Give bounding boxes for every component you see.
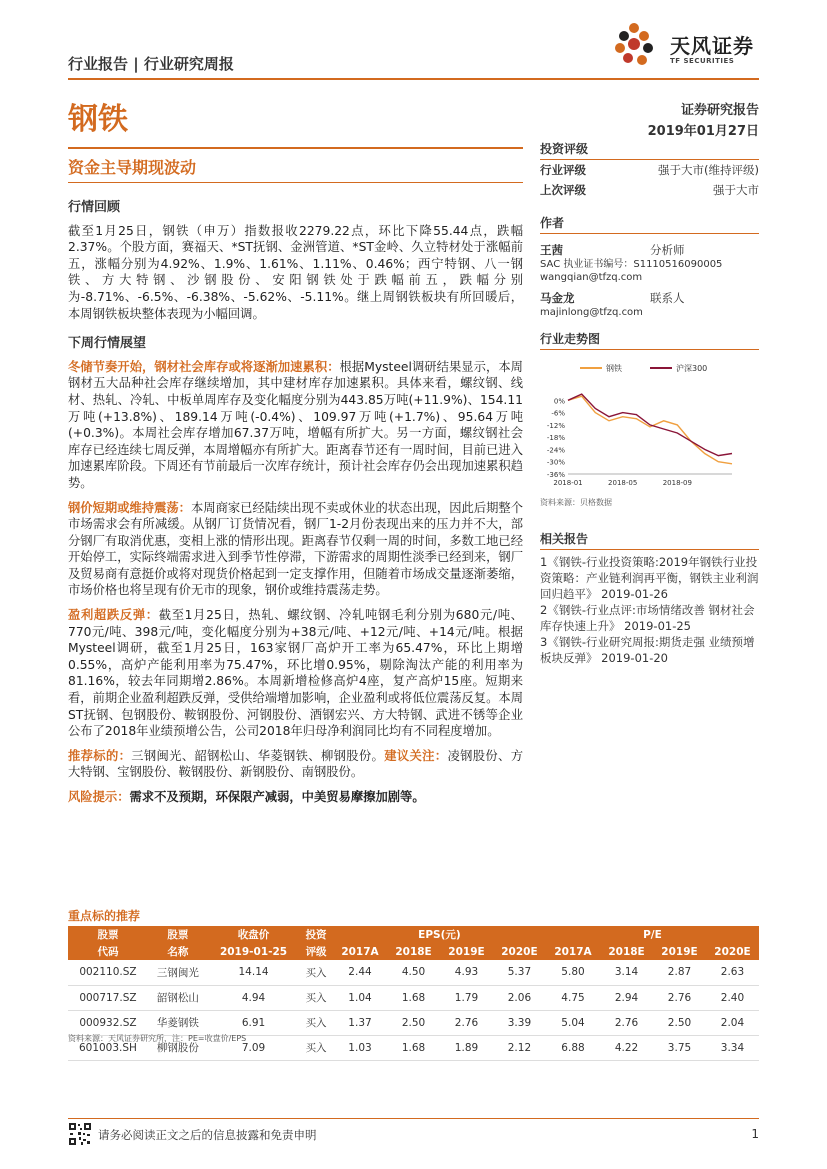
th2-col-7: 2020E	[493, 943, 546, 960]
table-cell: 2.76	[454, 1016, 479, 1029]
table-cell: 2.40	[720, 991, 745, 1004]
paragraph-watch-text: 凌钢股份、方大特钢、宝钢股份、鞍钢股份、新钢股份、南钢股份。	[68, 748, 523, 780]
paragraph-price-text: 本周商家已经陆续出现不卖或休业的状态出现，因此后期整个市场需求会有所减缓。从钢厂订货情况看，钢厂1-2月份表现出来的压力并不大，部分钢厂有取消优惠，变相上涨的情形出现。距离春节仅剩一周的时间，多数工地已经开始停工，实际终端需求进入到季节性停滞，下游需求的周期性淡季已经到来，钢厂及贸易商有意挺价或将对现货价格起到一定支撑作用，但随着市场成交量逐渐萎缩，市场价格也将呈现有价无市的现象，钢价或维持震荡走势。	[68, 500, 524, 598]
table-cell: 6.88	[561, 1041, 585, 1054]
x-tick-label: 2018-01	[553, 479, 583, 487]
paragraph-recommend-lead: 推荐标的：	[68, 748, 132, 763]
table-row	[68, 985, 759, 1010]
table-header-row-2	[68, 943, 759, 960]
th2-col-4: 2017A	[333, 943, 387, 960]
report-kind: 证券研究报告	[680, 103, 759, 118]
y-tick-label: -30%	[546, 458, 565, 467]
paragraph-profit-text: 截至1月25日，热轧、螺纹钢、冷轧吨钢毛利分别为680元/吨、770元/吨、398元/吨，变化幅度分别为+38元/吨、+12元/吨、+14元/吨。根据Mysteel调研，截至1月25日，163家钢厂高炉开工率为65.47%，环比上期增0.55%，高炉产能利用率为75.47%，环比增0.95%，剔除淘汰产能的利用率为81.16%，较去年同期增2.86%。本周新增检修高炉4座，复产高炉15座。短期来看，前期企业盈利超跌反弹，受供给端增加影响，企业盈利或将低位震荡反复。本周ST抚钢、包钢股份、鞍钢股份、河钢股份、酒钢宏兴、方大特钢、武进不锈等企业公布了2018年业绩预增公告，公司2018年归母净利润同比均有不同程度增加。	[68, 608, 523, 739]
table-cell: 000932.SZ	[79, 1016, 137, 1029]
industry-trend-chart	[540, 354, 759, 494]
table-cell: 3.39	[507, 1016, 532, 1029]
table-cell: 1.68	[401, 1041, 426, 1054]
table-cell: 买入	[305, 1017, 327, 1029]
table-cell: 1.03	[348, 1041, 372, 1054]
legend-label-0: 钢铁	[606, 364, 622, 373]
header-divider	[68, 78, 759, 80]
th-name: 股票	[148, 926, 208, 943]
paragraph-price-lead: 钢价短期或维持震荡：	[68, 500, 191, 515]
table-cell: 1.04	[348, 991, 372, 1004]
th2-col-3: 评级	[299, 943, 333, 960]
paragraph-inventory-text: 根据Mysteel调研结果显示，本周钢材五大品种社会库存继续增加，其中建材库存加速累积。具体来看，螺纹钢、线材、热轧、冷轧、中板单周库存及变化幅度分别为443.85万吨(+11.9%)、154.11万吨(+13.8%)、189.14万吨(-0.4%)、109.97万吨(+1.7%)、95.64万吨(+0.3%)。本周社会库存增加67.37万吨，增幅有所扩大。另一方面，螺纹钢社会库存已经连续七周反弹，本周增幅亦有所扩大。距离春节还有一周时间，目前已进入加速累库阶段。下周还有节前最后一次库存统计，预计社会库存仍会出现加速累积趋势。	[68, 359, 523, 490]
y-tick-label: -18%	[546, 434, 565, 443]
table-cell: 2.76	[667, 991, 692, 1004]
table-cell: 买入	[305, 966, 327, 979]
table-cell: 1.68	[401, 991, 426, 1004]
th2-col-5: 2018E	[387, 943, 440, 960]
section-market-review-title: 行情回顾	[68, 200, 121, 215]
table-cell: 2.76	[614, 1016, 639, 1029]
author-2-email[interactable]: majinlong@tfzq.com	[540, 307, 643, 318]
table-cell: 买入	[305, 1042, 327, 1054]
table-cell: 2.12	[507, 1041, 532, 1054]
author-1-role: 分析师	[650, 243, 685, 257]
table-row	[68, 1010, 759, 1035]
table-cell: 4.22	[614, 1041, 639, 1054]
table-cell: 1.79	[454, 991, 479, 1004]
table-title: 重点标的推荐	[68, 909, 141, 923]
series-line-1	[568, 394, 732, 456]
brand-name-en: TF SECURITIES	[670, 57, 735, 65]
related-report-2[interactable]: 2《钢铁-行业点评:市场情绪改善 钢材社会库存快速上升》 2019-01-25	[540, 603, 755, 633]
report-type: 行业报告 | 行业研究周报	[68, 55, 234, 73]
related-title: 相关报告	[540, 530, 759, 550]
report-date: 2019年01月27日	[647, 124, 759, 139]
y-tick-label: -24%	[546, 446, 565, 455]
table-cell: 4.93	[454, 966, 479, 979]
subtitle-divider	[68, 182, 523, 183]
table-cell: 5.37	[507, 966, 532, 979]
table-row	[68, 960, 759, 985]
table-cell: 3.75	[667, 1041, 692, 1054]
author-title: 作者	[540, 214, 759, 234]
th-code: 股票	[68, 926, 148, 943]
x-tick-label: 2018-09	[662, 479, 692, 487]
table-cell: 4.50	[401, 966, 426, 979]
table-cell: 2.44	[348, 966, 372, 979]
table-cell: 韶钢松山	[156, 992, 199, 1004]
sidebar-chart	[540, 330, 759, 508]
paragraph-recommend-text: 三钢闽光、韶钢松山、华菱钢铁、柳钢股份。	[131, 748, 385, 763]
table-cell: 4.94	[241, 991, 266, 1004]
rating-label: 行业评级	[540, 163, 586, 177]
chart-source: 资料来源：贝格数据	[540, 498, 612, 507]
title-divider	[68, 147, 523, 149]
paragraph-risk-lead: 风险提示：	[68, 790, 130, 804]
table-cell: 2.94	[614, 991, 639, 1004]
paragraph-price	[68, 500, 523, 600]
table-cell: 3.34	[720, 1041, 745, 1054]
author-1-email[interactable]: wangqian@tfzq.com	[540, 272, 643, 283]
th2-col-11: 2020E	[706, 943, 759, 960]
table-cell: 601003.SH	[78, 1041, 137, 1054]
y-tick-label: -6%	[551, 409, 565, 418]
table-cell: 4.75	[561, 991, 585, 1004]
footer-disclaimer[interactable]: 请务必阅读正文之后的信息披露和免责申明	[98, 1128, 317, 1142]
th-pe: P/E	[546, 926, 759, 943]
chart-title: 行业走势图	[540, 330, 759, 350]
related-report-1[interactable]: 1《钢铁-行业投资策略:2019年钢铁行业投资策略：产业链利润再平衡，钢铁主业利润回归趋平》 2019-01-26	[540, 555, 759, 601]
table-cell: 2.87	[667, 966, 692, 979]
rating-value: 强于大市(维持评级)	[658, 163, 759, 177]
prev-rating-label: 上次评级	[540, 183, 586, 197]
table-cell: 2.50	[667, 1016, 692, 1029]
table-cell: 2.06	[507, 991, 532, 1004]
author-1-sac: SAC 执业证书编号：S1110516090005	[540, 259, 723, 270]
th2-col-6: 2019E	[440, 943, 493, 960]
y-tick-label: -36%	[546, 471, 565, 479]
th2-col-0: 代码	[68, 943, 148, 960]
table-cell: 5.04	[561, 1016, 585, 1029]
th-eps: EPS(元)	[333, 926, 546, 943]
prev-rating-row	[540, 180, 759, 200]
th2-col-10: 2019E	[653, 943, 706, 960]
related-report-3[interactable]: 3《钢铁-行业研究周报:期货走强 业绩预增 板块反弹》 2019-01-20	[540, 635, 755, 665]
report-subtitle: 资金主导期现波动	[68, 158, 197, 177]
main-body	[68, 200, 523, 814]
author-2	[540, 290, 759, 306]
y-tick-label: -12%	[546, 421, 565, 430]
footer-divider	[68, 1118, 759, 1119]
th2-col-9: 2018E	[600, 943, 653, 960]
author-1-name: 王茜	[540, 243, 563, 257]
table-cell: 002110.SZ	[79, 966, 137, 979]
section-outlook-title: 下周行情展望	[68, 336, 147, 352]
x-tick-label: 2018-05	[608, 479, 638, 487]
table-source: 资料来源：天风证券研究所，注：PE=收盘价/EPS	[68, 1034, 247, 1043]
legend-label-1: 沪深300	[676, 364, 708, 373]
th-price: 收盘价	[208, 926, 299, 943]
rating-row	[540, 160, 759, 180]
paragraph-risk	[68, 789, 523, 806]
table-cell: 2.63	[720, 966, 745, 979]
table-cell: 6.91	[241, 1016, 266, 1029]
table-cell: 000717.SZ	[79, 991, 137, 1004]
table-cell: 5.80	[561, 966, 585, 979]
section-market-review-text: 截至1月25日，钢铁（申万）指数报收2279.22点，环比下降55.44点，跌幅2.37%。个股方面，赛福天、*ST抚钢、金洲管道、*ST金岭、久立特材处于涨幅前五，涨幅分别为4.92%、1.9%、1.61%、1.11%、0.46%；西宁特钢、八一钢铁、方大特钢、沙钢股份、安阳钢铁处于跌幅前五，跌幅分别为-8.71%、-6.5%、-6.38%、-5.62%、-5.11%。继上周钢铁板块有所回暖后，本周钢铁板块整体表现为小幅回调。	[68, 223, 523, 321]
th-rating: 投资	[299, 926, 333, 943]
author-2-role: 联系人	[650, 291, 685, 305]
table-cell: 1.89	[454, 1041, 479, 1054]
sidebar-related	[540, 530, 759, 666]
author-1	[540, 242, 759, 258]
sector-title: 钢铁	[68, 102, 128, 137]
table-cell: 三钢闽光	[156, 966, 199, 979]
brand-name-cn: 天风证券	[670, 34, 754, 58]
table-cell: 华菱钢铁	[156, 1017, 199, 1029]
table-cell: 2.50	[401, 1016, 426, 1029]
page-number: 1	[751, 1127, 759, 1141]
paragraph-profit-lead: 盈利超跌反弹：	[68, 608, 159, 623]
table-cell: 买入	[305, 992, 327, 1004]
paragraph-inventory-lead: 冬储节奏开始，钢材社会库存或将逐渐加速累积：	[68, 359, 340, 374]
table-header-row-1	[68, 926, 759, 943]
sidebar-authors	[540, 214, 759, 319]
author-2-name: 马金龙	[540, 291, 575, 305]
table-cell: 3.14	[614, 966, 639, 979]
paragraph-inventory	[68, 359, 523, 492]
table-cell: 7.09	[241, 1041, 266, 1054]
table-cell: 2.04	[720, 1016, 745, 1029]
th2-col-2: 2019-01-25	[208, 943, 299, 960]
prev-rating-value: 强于大市	[713, 183, 759, 197]
paragraph-recommend	[68, 748, 523, 781]
rating-title: 投资评级	[540, 140, 759, 160]
th2-col-8: 2017A	[546, 943, 600, 960]
y-tick-label: 0%	[553, 397, 565, 406]
table-cell: 14.14	[238, 966, 269, 979]
paragraph-profit	[68, 607, 523, 740]
table-cell: 柳钢股份	[156, 1042, 199, 1054]
qr-code-icon	[68, 1122, 92, 1146]
paragraph-watch-lead: 建议关注：	[384, 748, 448, 763]
th2-col-1: 名称	[148, 943, 208, 960]
table-cell: 1.37	[348, 1016, 372, 1029]
paragraph-risk-text: 需求不及预期，环保限产减弱，中美贸易摩擦加剧等。	[129, 790, 425, 804]
sidebar-rating	[540, 140, 759, 200]
